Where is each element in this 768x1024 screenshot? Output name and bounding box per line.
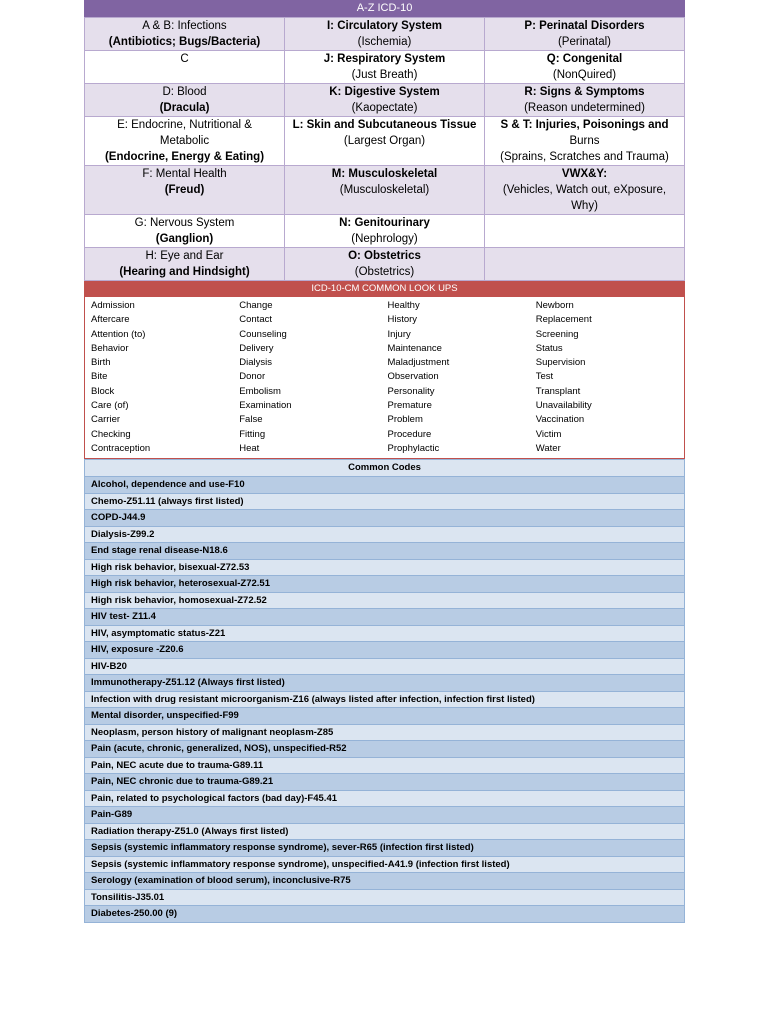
az-cell <box>285 166 485 215</box>
lookup-term: Block <box>91 385 115 397</box>
lookup-term: Contraception <box>91 442 151 454</box>
az-row <box>85 117 685 166</box>
az-cell-line: N: Genitourinary <box>339 217 430 229</box>
code-row: Immunotherapy-Z51.12 (Always first listed) <box>84 675 685 692</box>
lookups-grid <box>84 297 685 459</box>
az-row <box>85 84 685 117</box>
az-cell <box>485 84 685 117</box>
az-cell <box>285 117 485 166</box>
code-row: Pain-G89 <box>84 807 685 824</box>
lookup-term: Attention (to) <box>91 328 146 340</box>
lookup-term: Observation <box>387 371 439 383</box>
az-cell-line: (Freud) <box>164 184 205 196</box>
az-cell-line: (Just Breath) <box>351 69 418 81</box>
lookup-term: Healthy <box>387 300 420 311</box>
lookup-term: Premature <box>387 400 432 412</box>
az-cell-line: I: Circulatory System <box>326 20 443 32</box>
az-cell <box>485 248 685 281</box>
az-cell-line: VWX&Y: <box>561 168 608 180</box>
az-cell-line: (Vehicles, Watch out, eXposure, <box>502 184 667 196</box>
lookup-term: Water <box>535 442 561 454</box>
code-row: Diabetes-250.00 (9) <box>84 906 685 923</box>
az-row <box>85 248 685 281</box>
lookup-term: Donor <box>239 371 266 383</box>
code-row: Pain, NEC acute due to trauma-G89.11 <box>84 758 685 775</box>
lookup-term: Aftercare <box>91 314 130 326</box>
code-row: Dialysis-Z99.2 <box>84 527 685 544</box>
lookups-column <box>388 299 536 456</box>
code-row: COPD-J44.9 <box>84 510 685 527</box>
az-cell-line: (Sprains, Scratches and Trauma) <box>500 151 669 163</box>
code-row: Mental disorder, unspecified-F99 <box>84 708 685 725</box>
lookup-term: Counseling <box>239 328 287 340</box>
icd10-reference-sheet <box>84 0 685 923</box>
code-row: Sepsis (systemic inflammatory response syndrome), sever-R65 (infection first listed) <box>84 840 685 857</box>
lookup-term: Examination <box>239 400 292 412</box>
code-row: Radiation therapy-Z51.0 (Always first listed) <box>84 824 685 841</box>
az-cell <box>85 166 285 215</box>
az-row <box>85 166 685 215</box>
az-cell <box>85 84 285 117</box>
az-cell-line: (Antibiotics; Bugs/Bacteria) <box>108 36 261 48</box>
lookup-term: Victim <box>535 428 562 440</box>
lookup-term: Contact <box>239 314 272 326</box>
code-row: HIV-B20 <box>84 659 685 676</box>
code-row: Pain, related to psychological factors (bad day)-F45.41 <box>84 791 685 808</box>
az-cell <box>285 84 485 117</box>
az-cell-line: (Obstetrics) <box>354 266 415 278</box>
az-cell-line: K: Digestive System <box>329 86 440 98</box>
code-row: High risk behavior, homosexual-Z72.52 <box>84 593 685 610</box>
az-cell <box>485 18 685 51</box>
code-row: Serology (examination of blood serum), inconclusive-R75 <box>84 873 685 890</box>
az-cell-line: L: Skin and Subcutaneous Tissue <box>292 119 477 131</box>
az-cell <box>485 51 685 84</box>
code-row: Tonsilitis-J35.01 <box>84 890 685 907</box>
code-row: HIV, asymptomatic status-Z21 <box>84 626 685 643</box>
lookup-term: Problem <box>387 414 423 426</box>
az-cell-line: (Largest Organ) <box>343 135 426 147</box>
az-cell-line: S & T: Injuries, Poisonings and <box>500 119 669 131</box>
az-cell-line: G: Nervous System <box>134 217 235 229</box>
az-title: A-Z ICD-10 <box>84 0 685 17</box>
codes-title: Common Codes <box>84 459 685 477</box>
lookup-term: Fitting <box>239 428 266 440</box>
codes-list <box>84 477 685 923</box>
lookup-term: Newborn <box>535 300 574 311</box>
lookup-term: Change <box>239 300 273 311</box>
lookup-term: Replacement <box>535 314 592 326</box>
az-cell-line: (Reason undetermined) <box>524 102 645 114</box>
code-row: End stage renal disease-N18.6 <box>84 543 685 560</box>
code-row: HIV, exposure -Z20.6 <box>84 642 685 659</box>
lookup-term: Checking <box>91 428 131 440</box>
lookup-term: False <box>239 414 263 426</box>
lookup-term: Supervision <box>535 357 586 369</box>
lookup-term: Embolism <box>239 385 281 397</box>
az-cell-line: M: Musculoskeletal <box>331 168 438 180</box>
az-cell-line: Burns <box>569 135 600 147</box>
az-cell-line: Metabolic <box>159 135 210 147</box>
lookup-term: Screening <box>535 328 579 340</box>
az-cell-line: A & B: Infections <box>142 20 227 32</box>
lookup-term: Bite <box>91 371 108 383</box>
code-row: High risk behavior, bisexual-Z72.53 <box>84 560 685 577</box>
az-cell-line: (Hearing and Hindsight) <box>119 266 250 278</box>
az-cell-line: J: Respiratory System <box>323 53 446 65</box>
az-cell-line: (Nephrology) <box>351 233 418 245</box>
az-cell <box>285 18 485 51</box>
lookup-term: Admission <box>91 300 135 311</box>
lookups-title: ICD-10-CM COMMON LOOK UPS <box>84 281 685 297</box>
lookup-term: Birth <box>91 357 111 369</box>
lookup-term: Status <box>535 342 563 354</box>
az-cell-line: (Ischemia) <box>357 36 412 48</box>
az-cell-line: O: Obstetrics <box>348 250 421 262</box>
lookup-term: History <box>387 314 418 326</box>
lookup-term: Carrier <box>91 414 121 426</box>
lookups-column <box>536 299 684 456</box>
az-row <box>85 215 685 248</box>
lookup-term: Personality <box>387 385 435 397</box>
lookup-term: Heat <box>239 442 260 454</box>
code-row: Sepsis (systemic inflammatory response syndrome), unspecified-A41.9 (infection first listed) <box>84 857 685 874</box>
lookup-term: Transplant <box>535 385 581 397</box>
az-cell-line: (NonQuired) <box>552 69 617 81</box>
az-cell <box>285 248 485 281</box>
code-row: HIV test- Z11.4 <box>84 609 685 626</box>
az-cell <box>85 18 285 51</box>
lookups-column <box>239 299 387 456</box>
lookup-term: Procedure <box>387 428 432 440</box>
az-cell-line: H: Eye and Ear <box>145 250 224 262</box>
lookup-term: Prophylactic <box>387 442 440 454</box>
az-cell <box>485 166 685 215</box>
az-cell <box>85 51 285 84</box>
az-cell <box>285 51 485 84</box>
az-cell-line: P: Perinatal Disorders <box>524 20 645 32</box>
az-cell-line: (Endocrine, Energy & Eating) <box>104 151 265 163</box>
code-row: Chemo-Z51.11 (always first listed) <box>84 494 685 511</box>
lookup-term: Vaccination <box>535 414 585 426</box>
az-cell-line: (Kaopectate) <box>351 102 418 114</box>
az-cell-line: R: Signs & Symptoms <box>524 86 645 98</box>
lookup-term: Test <box>535 371 554 383</box>
az-cell-line: D: Blood <box>162 86 207 98</box>
az-cell <box>85 215 285 248</box>
az-row <box>85 18 685 51</box>
az-cell <box>485 117 685 166</box>
lookups-column <box>91 299 239 456</box>
az-cell-line: C <box>180 53 189 65</box>
lookup-term: Unavailability <box>535 400 592 412</box>
code-row: High risk behavior, heterosexual-Z72.51 <box>84 576 685 593</box>
az-cell-line: Why) <box>571 200 598 212</box>
az-cell-line: F: Mental Health <box>142 168 227 180</box>
az-cell-line: (Musculoskeletal) <box>339 184 430 196</box>
code-row: Infection with drug resistant microorganism-Z16 (always listed after infection, infection first listed) <box>84 692 685 709</box>
code-row: Pain (acute, chronic, generalized, NOS), unspecified-R52 <box>84 741 685 758</box>
az-cell <box>85 117 285 166</box>
az-cell <box>485 215 685 248</box>
az-cell <box>285 215 485 248</box>
az-cell-line: Q: Congenital <box>546 53 623 65</box>
az-cell-line: E: Endocrine, Nutritional & <box>117 119 252 131</box>
code-row: Neoplasm, person history of malignant neoplasm-Z85 <box>84 725 685 742</box>
lookup-term: Behavior <box>91 342 129 354</box>
lookup-term: Delivery <box>239 342 274 354</box>
az-cell-line: (Dracula) <box>159 102 210 114</box>
lookup-term: Dialysis <box>239 357 272 369</box>
code-row: Alcohol, dependence and use-F10 <box>84 477 685 494</box>
code-row: Pain, NEC chronic due to trauma-G89.21 <box>84 774 685 791</box>
lookup-term: Injury <box>387 328 411 340</box>
lookup-term: Care (of) <box>91 400 129 412</box>
az-row <box>85 51 685 84</box>
az-cell-line: (Perinatal) <box>557 36 612 48</box>
az-table <box>84 17 685 281</box>
lookup-term: Maintenance <box>387 342 442 354</box>
lookup-term: Maladjustment <box>387 357 450 369</box>
az-cell <box>85 248 285 281</box>
az-cell-line: (Ganglion) <box>155 233 214 245</box>
